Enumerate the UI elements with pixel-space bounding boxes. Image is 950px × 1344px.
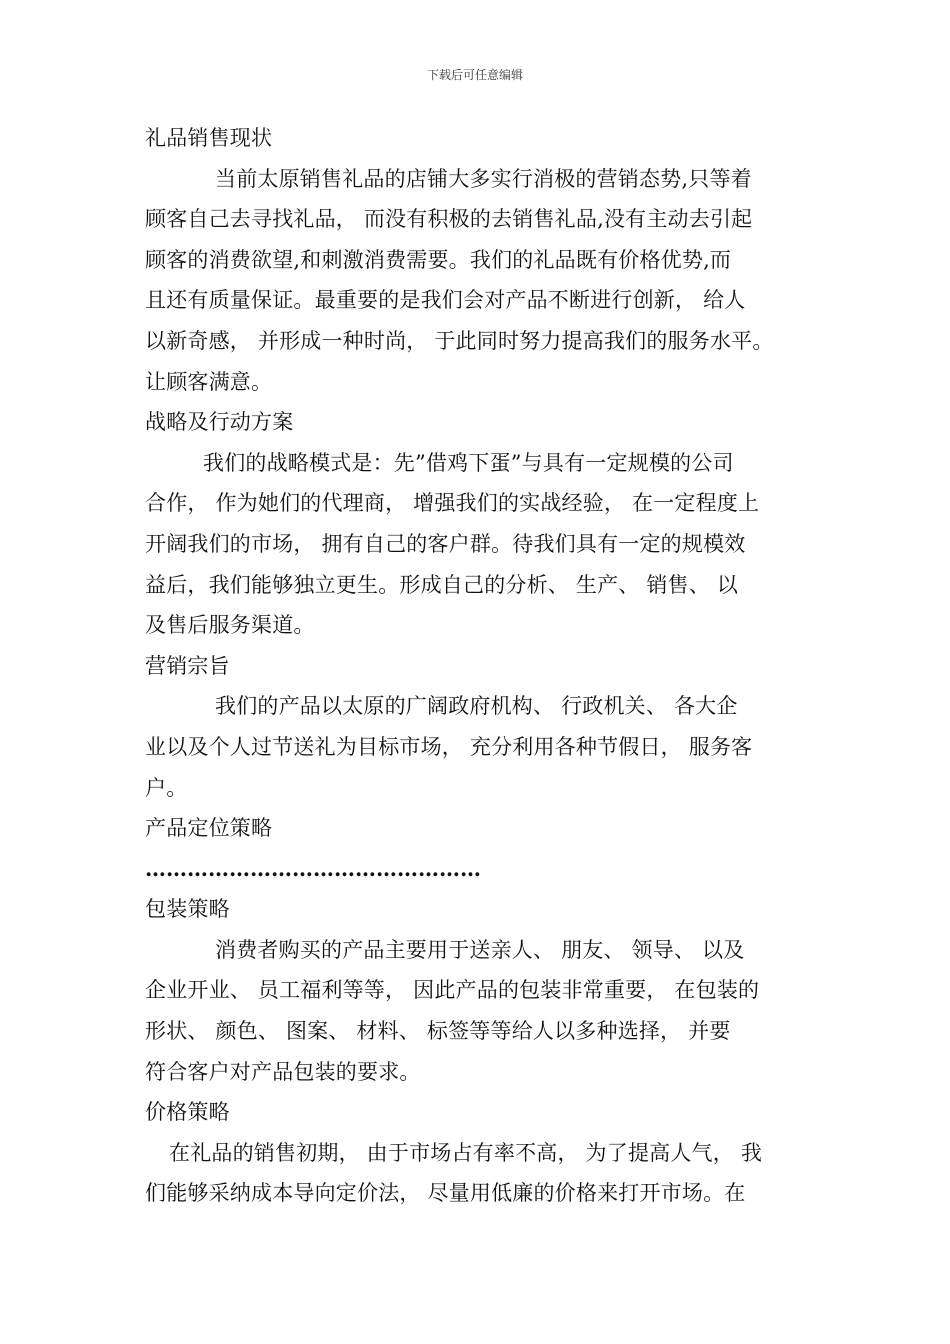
paragraph-line: 们能够采纳成本导向定价法， 尽量用低廉的价格来打开市场。在 — [145, 1181, 746, 1206]
section-title-marketing-purpose: 营销宗旨 — [145, 653, 230, 678]
section-title-strategy: 战略及行动方案 — [145, 410, 294, 435]
paragraph-line: 消费者购买的产品主要用于送亲人、 朋友、 领导、 以及 — [215, 937, 745, 962]
paragraph-line: 及售后服务渠道。 — [145, 613, 315, 638]
paragraph-line: 当前太原销售礼品的店铺大多实行消极的营销态势,只等着 — [215, 166, 752, 191]
paragraph-line: 我们的战略模式是：先”借鸡下蛋”与具有一定规模的公司 — [203, 450, 734, 475]
section-title-packaging: 包装策略 — [145, 897, 230, 922]
paragraph-line: 开阔我们的市场， 拥有自己的客户群。待我们具有一定的规模效 — [145, 531, 746, 556]
paragraph-line: 合作， 作为她们的代理商， 增强我们的实战经验， 在一定程度上 — [145, 491, 760, 516]
paragraph-line: 在礼品的销售初期， 由于市场占有率不高， 为了提高人气， 我 — [169, 1140, 763, 1165]
paragraph-line: 业以及个人过节送礼为目标市场， 充分利用各种节假日， 服务客 — [145, 734, 753, 759]
paragraph-line: 户。 — [145, 775, 188, 800]
paragraph-line: 以新奇感， 并形成一种时尚， 于此同时努力提高我们的服务水平。 — [145, 328, 774, 353]
header-note: 下载后可任意编辑 — [426, 68, 523, 82]
paragraph-line: 符合客户对产品包装的要求。 — [145, 1059, 421, 1084]
paragraph-line: 让顾客满意。 — [145, 369, 273, 394]
paragraph-line: 顾客的消费欲望,和刺激消费需要。我们的礼品既有价格优势,而 — [145, 247, 732, 272]
section-title-pricing: 价格策略 — [145, 1100, 230, 1125]
ellipsis-separator: ………………………………………… — [145, 855, 481, 881]
paragraph-line: 企业开业、 员工福利等等， 因此产品的包装非常重要， 在包装的 — [145, 978, 760, 1003]
paragraph-line: 我们的产品以太原的广阔政府机构、 行政机关、 各大企 — [215, 694, 738, 719]
paragraph-line: 形状、 颜色、 图案、 材料、 标签等等给人以多种选择， 并要 — [145, 1019, 731, 1044]
section-title-product-positioning: 产品定位策略 — [145, 816, 273, 841]
paragraph-line: 顾客自己去寻找礼品， 而没有积极的去销售礼品,没有主动去引起 — [145, 207, 753, 232]
paragraph-line: 益后，我们能够独立更生。形成自己的分析、 生产、 销售、 以 — [145, 572, 739, 597]
document-body — [145, 118, 815, 1214]
paragraph-line: 且还有质量保证。最重要的是我们会对产品不断进行创新， 给人 — [145, 288, 746, 313]
section-title-gift-sales: 礼品销售现状 — [145, 126, 273, 150]
